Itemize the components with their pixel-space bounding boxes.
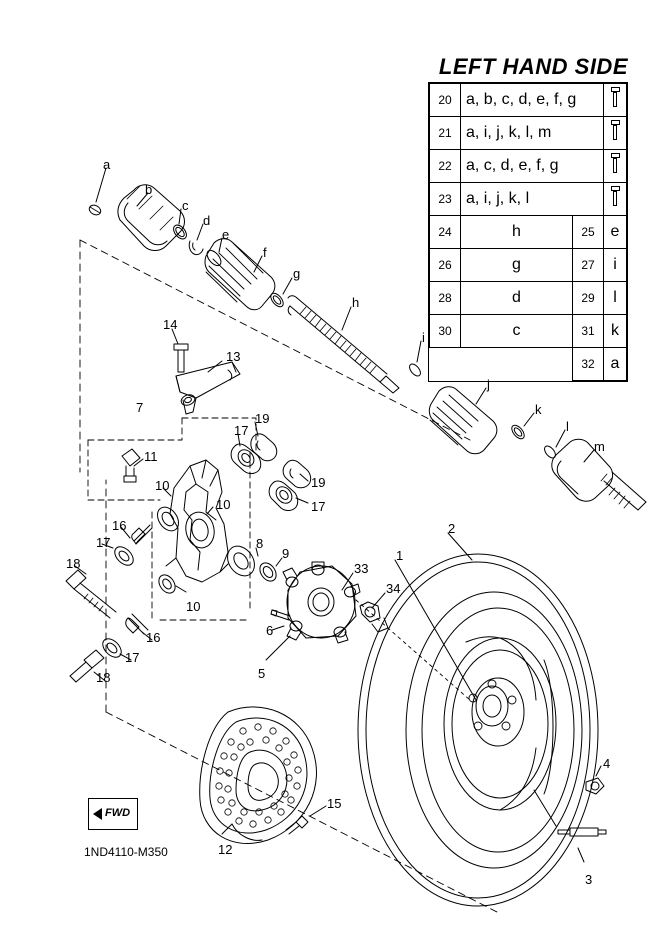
legend-row — [430, 216, 627, 249]
callout-19: 19 — [311, 475, 326, 490]
callout-19: 19 — [255, 411, 270, 426]
callout-18: 18 — [66, 556, 81, 571]
callout-f: f — [263, 245, 267, 260]
callout-10: 10 — [216, 497, 231, 512]
callout-b: b — [145, 182, 153, 197]
legend-text: g — [461, 249, 573, 282]
callout-33: 33 — [354, 561, 369, 576]
legend-text: i — [604, 249, 627, 282]
legend-text: a, i, j, k, l — [461, 183, 604, 216]
callout-13: 13 — [226, 349, 241, 364]
fwd-marker — [88, 798, 138, 830]
callout-9: 9 — [282, 546, 290, 561]
legend-num: 24 — [430, 216, 461, 249]
legend-text: a, i, j, k, l, m — [461, 117, 604, 150]
legend-num — [430, 348, 461, 381]
legend-row — [430, 150, 627, 183]
legend-text: e — [604, 216, 627, 249]
callout-34: 34 — [386, 581, 401, 596]
arrow-left-icon — [93, 808, 102, 820]
legend-row — [430, 84, 627, 117]
legend-num: 27 — [573, 249, 604, 282]
callout-g: g — [293, 266, 301, 281]
callout-10: 10 — [186, 599, 201, 614]
legend-num: 32 — [573, 348, 604, 381]
bolt-icon — [604, 117, 627, 150]
legend-text: a, b, c, d, e, f, g — [461, 84, 604, 117]
callout-12: 12 — [218, 842, 233, 857]
legend-text: c — [461, 315, 573, 348]
legend-num: 26 — [430, 249, 461, 282]
legend-table — [428, 82, 628, 382]
legend-text: l — [604, 282, 627, 315]
callout-17: 17 — [311, 499, 326, 514]
callout-a: a — [103, 157, 111, 172]
fwd-label: FWD — [105, 807, 131, 819]
legend-num: 31 — [573, 315, 604, 348]
bolt-icon — [604, 150, 627, 183]
callout-i: i — [422, 330, 425, 345]
legend-num: 30 — [430, 315, 461, 348]
callout-18: 18 — [96, 670, 111, 685]
callout-4: 4 — [603, 756, 611, 771]
callout-7: 7 — [136, 400, 144, 415]
callout-16: 16 — [112, 518, 127, 533]
bolt-icon — [604, 84, 627, 117]
callout-c: c — [182, 198, 189, 213]
legend-row — [430, 282, 627, 315]
callout-17: 17 — [234, 423, 249, 438]
legend-num: 25 — [573, 216, 604, 249]
legend-num: 28 — [430, 282, 461, 315]
bolt-icon — [604, 183, 627, 216]
callout-2: 2 — [448, 521, 456, 536]
callout-6: 6 — [266, 623, 274, 638]
callout-d: d — [203, 213, 211, 228]
legend-num: 22 — [430, 150, 461, 183]
callout-j: j — [487, 377, 490, 392]
callout-l: l — [566, 419, 569, 434]
callout-e: e — [222, 227, 230, 242]
callout-k: k — [535, 402, 542, 417]
legend-row — [430, 117, 627, 150]
part-code: 1ND4110-M350 — [84, 845, 168, 859]
legend-text: a, c, d, e, f, g — [461, 150, 604, 183]
page-title: LEFT HAND SIDE — [438, 54, 628, 79]
legend-row — [430, 315, 627, 348]
legend-text: k — [604, 315, 627, 348]
callout-14: 14 — [163, 317, 178, 332]
callout-1: 1 — [396, 548, 404, 563]
legend-num: 21 — [430, 117, 461, 150]
legend-text: d — [461, 282, 573, 315]
callout-17: 17 — [125, 650, 140, 665]
legend-text: h — [461, 216, 573, 249]
legend-num: 23 — [430, 183, 461, 216]
callout-17: 17 — [96, 535, 111, 550]
legend-row — [430, 249, 627, 282]
legend-num: 20 — [430, 84, 461, 117]
callout-16: 16 — [146, 630, 161, 645]
callout-5: 5 — [258, 666, 266, 681]
legend-text: a — [604, 348, 627, 381]
callout-h: h — [352, 295, 360, 310]
callout-m: m — [594, 439, 605, 454]
callout-10: 10 — [155, 478, 170, 493]
callout-8: 8 — [256, 536, 264, 551]
callout-3: 3 — [585, 872, 593, 887]
callout-11: 11 — [144, 449, 158, 464]
legend-text — [461, 348, 573, 381]
callout-15: 15 — [327, 796, 342, 811]
legend-row — [430, 348, 627, 381]
legend-row — [430, 183, 627, 216]
legend-num: 29 — [573, 282, 604, 315]
